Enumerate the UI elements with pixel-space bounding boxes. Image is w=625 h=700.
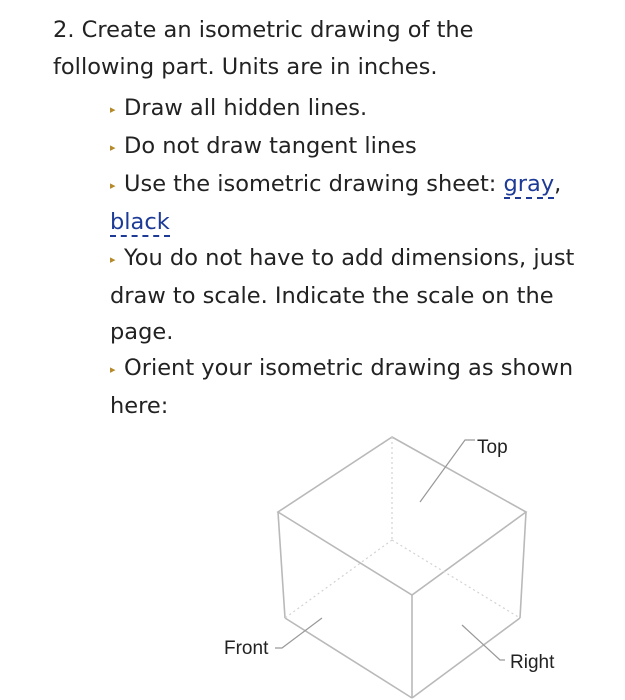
bullet-arrow-icon: ▸ xyxy=(110,363,116,376)
bullet-text: Orient your isometric drawing as shown here: xyxy=(110,355,574,419)
list-item xyxy=(110,90,600,128)
bullet-arrow-icon: ▸ xyxy=(110,179,116,192)
cube-hidden-edges xyxy=(285,437,520,618)
bullet-text: Do not draw tangent lines xyxy=(124,133,417,159)
gray-sheet-link[interactable]: gray xyxy=(503,171,555,197)
instruction-list xyxy=(110,90,600,424)
isometric-cube-figure xyxy=(0,420,625,700)
bullet-arrow-icon: ▸ xyxy=(110,103,116,116)
top-label: Top xyxy=(477,437,508,458)
list-item xyxy=(110,128,600,166)
bullet-text: You do not have to add dimensions, just draw to scale. Indicate the scale on the page. xyxy=(110,245,575,345)
bullet-text: Draw all hidden lines. xyxy=(124,95,368,121)
cube-edge-right xyxy=(520,512,526,618)
front-label: Front xyxy=(224,638,269,659)
cube-top-face xyxy=(278,437,526,595)
list-item xyxy=(110,240,600,350)
link-separator: , xyxy=(554,171,562,197)
bullet-arrow-icon: ▸ xyxy=(110,141,116,154)
cube-edge-bottom-right xyxy=(412,618,520,698)
list-item xyxy=(110,166,600,240)
cube-edge-left xyxy=(278,512,285,618)
label-leaders xyxy=(275,440,505,660)
bullet-text: Use the isometric drawing sheet: xyxy=(124,171,504,197)
black-sheet-link[interactable]: black xyxy=(110,209,170,235)
question-text: 2. Create an isometric drawing of the following part. Units are in inches. xyxy=(53,17,474,80)
cube-edge-bottom-left xyxy=(285,618,412,698)
cube-visible-edges xyxy=(278,437,526,698)
right-label: Right xyxy=(510,652,555,673)
bullet-arrow-icon: ▸ xyxy=(110,253,116,266)
list-item xyxy=(110,350,600,424)
